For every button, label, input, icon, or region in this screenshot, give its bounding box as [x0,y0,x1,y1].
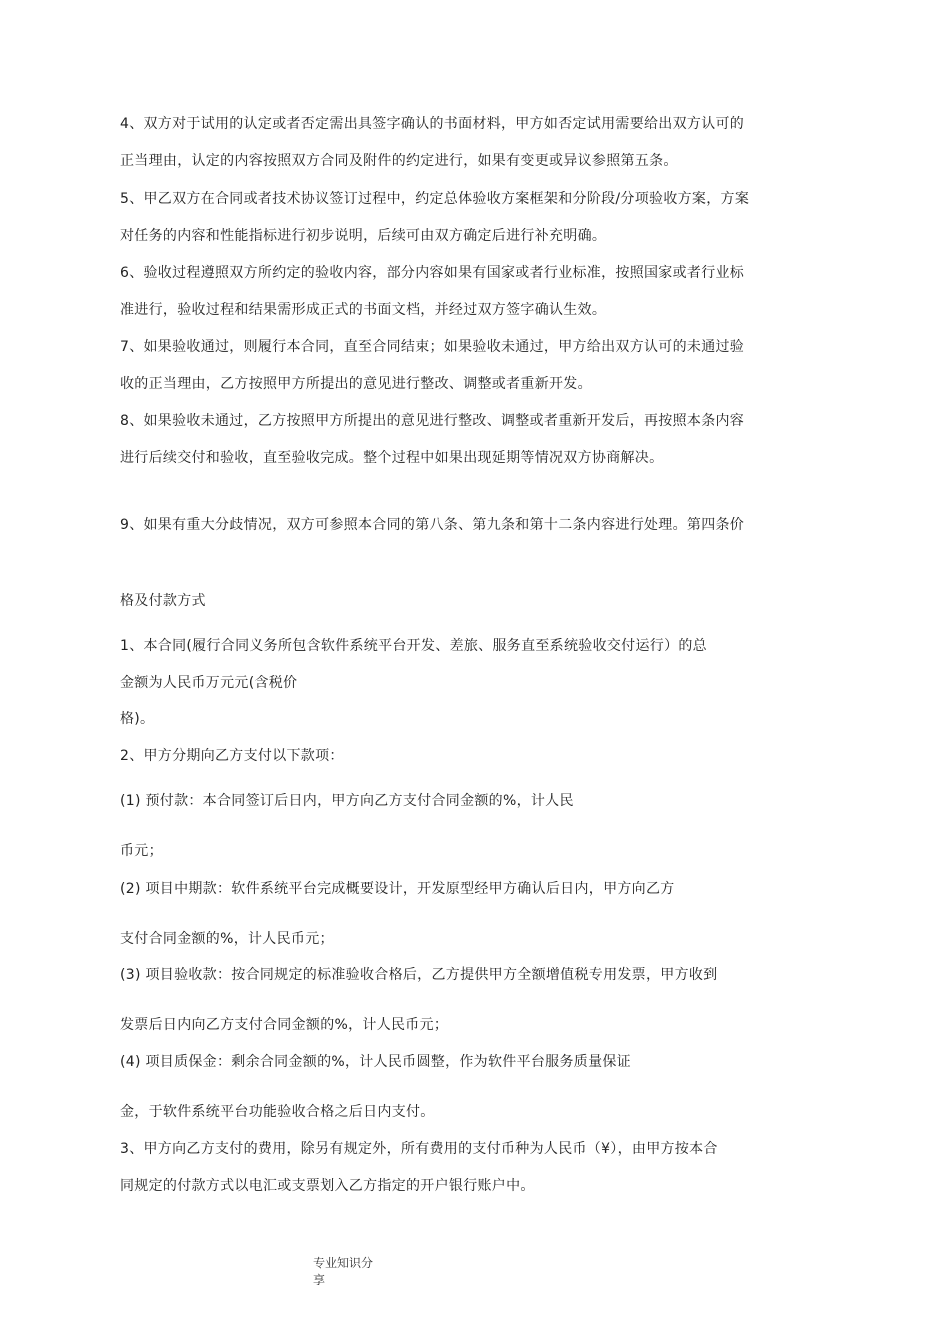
text-line: (3) 项目验收款：按合同规定的标准验收合格后，乙方提供甲方全额增值税专用发票，甲方收到 [120,967,718,983]
text-line: 6、验收过程遵照双方所约定的验收内容，部分内容如果有国家或者行业标准，按照国家或者行业标 [120,265,745,281]
text-line: 9、如果有重大分歧情况，双方可参照本合同的第八条、第九条和第十二条内容进行处理。第四条价 [120,517,745,533]
section-heading: 格及付款方式 [120,593,206,609]
text-line: 5、甲乙双方在合同或者技术协议签订过程中，约定总体验收方案框架和分阶段/分项验收方案，方案 [120,191,750,207]
text-line: (1) 预付款：本合同签订后日内，甲方向乙方支付合同金额的%，计人民 [120,793,574,809]
text-line: 金额为人民币万元元(含税价 [120,675,298,691]
text-line: 支付合同金额的%，计人民币元； [120,931,334,947]
text-line: 2、甲方分期向乙方支付以下款项： [120,748,344,764]
text-line: 金，于软件系统平台功能验收合格之后日内支付。 [120,1104,435,1120]
text-line: 币元； [120,843,163,859]
footer-text: 专业知识分 [313,1256,374,1270]
text-line: 正当理由，认定的内容按照双方合同及附件的约定进行，如果有变更或异议参照第五条。 [120,153,678,169]
text-line: 准进行，验收过程和结果需形成正式的书面文档，并经过双方签字确认生效。 [120,302,607,318]
text-line: 格)。 [120,711,155,727]
text-line: 4、双方对于试用的认定或者否定需出具签字确认的书面材料，甲方如否定试用需要给出双方认可的 [120,116,745,132]
text-line: 8、如果验收未通过，乙方按照甲方所提出的意见进行整改、调整或者重新开发后，再按照本条内容 [120,413,745,429]
text-line: (2) 项目中期款：软件系统平台完成概要设计，开发原型经甲方确认后日内，甲方向乙方 [120,881,675,897]
text-line: 发票后日内向乙方支付合同金额的%，计人民币元； [120,1017,449,1033]
text-line: (4) 项目质保金：剩余合同金额的%，计人民币圆整，作为软件平台服务质量保证 [120,1054,631,1070]
text-line: 进行后续交付和验收，直至验收完成。整个过程中如果出现延期等情况双方协商解决。 [120,450,664,466]
text-line: 收的正当理由，乙方按照甲方所提出的意见进行整改、调整或者重新开发。 [120,376,592,392]
text-line: 对任务的内容和性能指标进行初步说明，后续可由双方确定后进行补充明确。 [120,228,607,244]
footer-text: 享 [313,1273,326,1287]
text-line: 同规定的付款方式以电汇或支票划入乙方指定的开户银行账户中。 [120,1178,535,1194]
text-line: 7、如果验收通过，则履行本合同，直至合同结束；如果验收未通过，甲方给出双方认可的未通过验 [120,339,745,355]
text-line: 3、甲方向乙方支付的费用，除另有规定外，所有费用的支付币种为人民币（¥），由甲方按本合 [120,1141,718,1157]
text-line: 1、本合同(履行合同义务所包含软件系统平台开发、差旅、服务直至系统验收交付运行）的总 [120,638,707,654]
